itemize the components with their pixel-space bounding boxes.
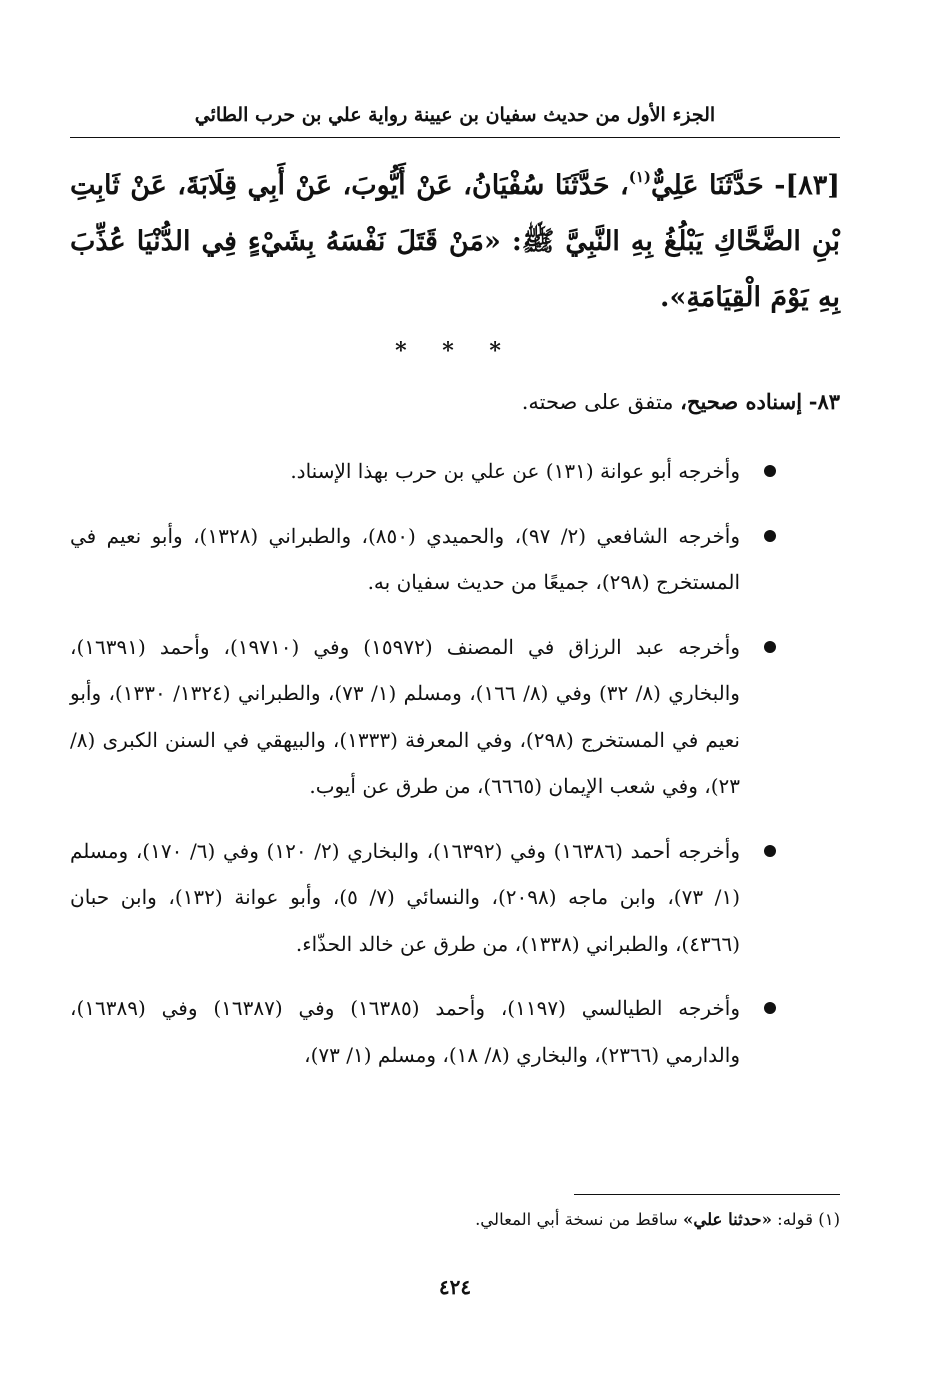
commentary-heading (70, 384, 840, 420)
page-number: ٤٢٤ (438, 1275, 472, 1299)
takhrij-item (70, 828, 840, 968)
section-separator: * * * (395, 338, 515, 364)
footnote-label: قوله: (777, 1210, 813, 1229)
takhrij-item (70, 985, 840, 1078)
chain-status: إسناده صحيح، (680, 389, 803, 414)
bullet-icon (764, 641, 776, 653)
takhrij-text: وأخرجه الشافعي (٢/ ٩٧)، والحميدي (٨٥٠)، والطبراني (١٣٢٨)، وأبو نعيم في المستخرج (٢٩٨)، جميعًا من حديث سفيان به. (70, 523, 741, 594)
commentary-note: متفق على صحته. (521, 390, 674, 414)
footnote-marker: (١) (818, 1210, 840, 1229)
takhrij-item (70, 448, 840, 495)
bullet-icon (764, 465, 776, 477)
hadith-text (70, 158, 840, 326)
takhrij-item (70, 624, 840, 810)
footnote-quote: «حدثنا علي» (683, 1210, 772, 1229)
takhrij-list (70, 448, 840, 1096)
takhrij-text: وأخرجه أحمد (١٦٣٨٦) وفي (١٦٣٩٢)، والبخاري (٢/ ١٢٠) وفي (٦/ ١٧٠)، ومسلم (١/ ٧٣)، وابن ماجه (٢٠٩٨)، والنسائي (٧/ ٥)، وأبو عوانة (١٣٢)، وابن حبان (٤٣٦٦)، والطبراني (١٣٣٨)، من طرق عن خالد الحذّاء. (70, 838, 740, 956)
bullet-icon (764, 845, 776, 857)
footnote-reference[interactable]: (١) (628, 168, 651, 186)
commentary-number: ٨٣- (808, 389, 840, 414)
bullet-icon (764, 1002, 776, 1014)
footnote-text: ساقط من نسخة أبي المعالي. (475, 1210, 678, 1229)
running-header: الجزء الأول من حديث سفيان بن عيينة رواية علي بن حرب الطائي (194, 104, 716, 126)
footnote (70, 1206, 840, 1234)
takhrij-text: وأخرجه عبد الرزاق في المصنف (١٥٩٧٢) وفي (١٩٧١٠)، وأحمد (١٦٣٩١)، والبخاري (٨/ ٣٢) وفي (٨/ ١٦٦)، ومسلم (١/ ٧٣)، والطبراني (١٣٢٤/ ١٣٣٠)، وأبو نعيم في المستخرج (٢٩٨)، وفي المعرفة (١٣٣٣)، والبيهقي في السنن الكبرى (٨/ ٢٣)، وفي شعب الإيمان (٦٦٦٥)، من طرق عن أيوب. (70, 634, 741, 798)
hadith-narration-rest: ، حَدَّثَنَا سُفْيَانُ، عَنْ أَيُّوبَ، عَنْ أَبِي قِلَابَةَ، عَنْ ثَابِتِ بْنِ الضَّحَّاكِ يَبْلُغُ بِهِ النَّبِيَّ ﷺ: «مَنْ قَتَلَ نَفْسَهُ بِشَيْءٍ فِي الدُّنْيَا عُذِّبَ بِهِ يَوْمَ الْقِيَامَةِ». (70, 170, 840, 313)
hadith-number: [٨٣]- (774, 170, 840, 201)
hadith-narration-start: حَدَّثَنَا عَلِيٌّ (651, 170, 764, 201)
bullet-icon (764, 530, 776, 542)
takhrij-item (70, 513, 840, 606)
header-rule (70, 137, 840, 138)
footnote-rule (574, 1194, 840, 1195)
takhrij-text: وأخرجه الطيالسي (١١٩٧)، وأحمد (١٦٣٨٥) وفي (١٦٣٨٧) وفي (١٦٣٨٩)، والدارمي (٢٣٦٦)، والبخاري (٨/ ١٨)، ومسلم (١/ ٧٣)، (70, 996, 741, 1067)
takhrij-text: وأخرجه أبو عوانة (١٣١) عن علي بن حرب بهذا الإسناد. (290, 459, 740, 483)
